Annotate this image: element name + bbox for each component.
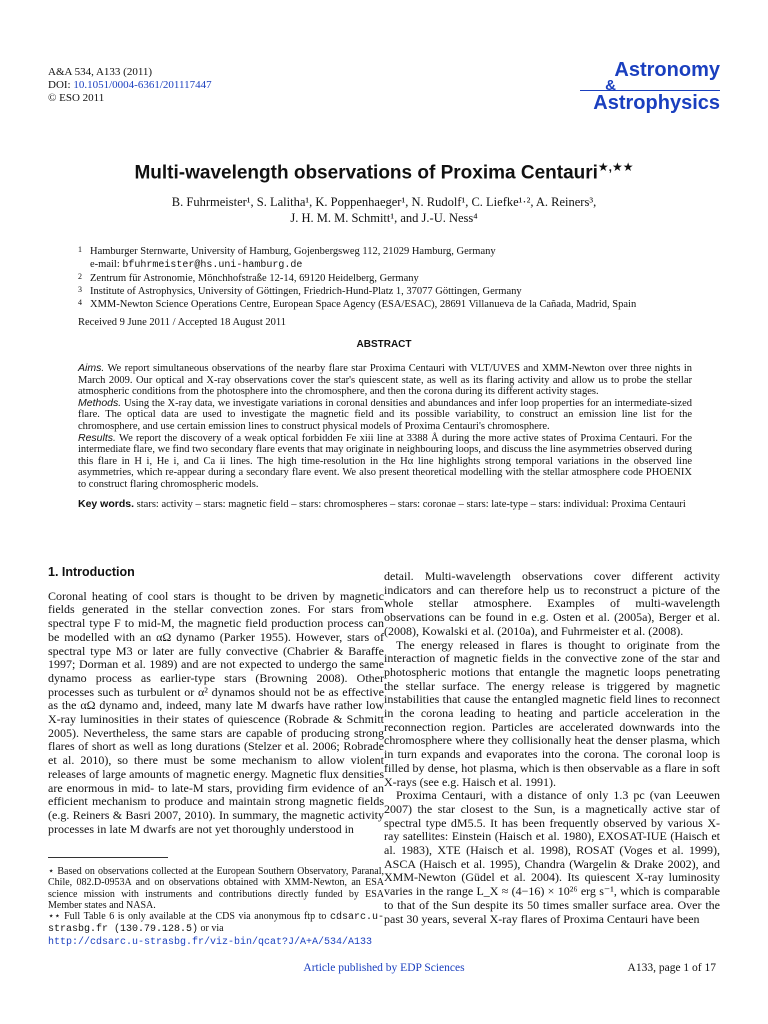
right-column	[384, 570, 720, 926]
journal-logo-rule	[580, 90, 720, 91]
affiliation-3: 3 Institute of Astrophysics, University of Göttingen, Friedrich-Hund-Platz 1, 37077 Göttingen, Germany	[78, 285, 522, 297]
affiliations	[78, 245, 698, 311]
received-dates: Received 9 June 2011 / Accepted 18 August 2011	[78, 317, 287, 328]
affiliation-4: 4 XMM-Newton Science Operations Centre, European Space Agency (ESA/ESAC), 28691 Villanueva de la Cañada, Madrid, Spain	[78, 298, 637, 310]
intro-paragraph-3: The energy released in flares is thought to originate from the interaction of magnetic fields in the convective zone of the star and photospheric motions that entangle the magnetic loops penetrating the stellar surface. The energy release is triggered by magnetic instabilities that cause the entangled magnetic field lines to reconnect in the corona leading to heating and particle acceleration in the reconnection region. Particles are accelerated downwards into the chromosphere where they collisionally heat the denser plasma, which in turn expands and evaporates into the corona. The coronal loop is filled by dense, hot plasma, which is then observable as a flare in soft X-rays (see e.g. Haisch et al. 1991).	[384, 637, 720, 789]
footnote-2: ⋆⋆ Full Table 6 is only available at the CDS via anonymous ftp to cdsarc.u-strasbg.fr (130.79.128.5) or via http://cdsarc.u-strasbg.fr/viz-bin/qcat?J/A+A/534/A133	[48, 911, 384, 948]
journal-logo	[580, 60, 720, 113]
abstract-results: Results. We report the discovery of a weak optical forbidden Fe xiii line at 3388 Å during the more active states of Proxima Centauri. For the intermediate flare, we find two secondary flare events that may originate in neighbouring loops, and discuss the line asymmetries observed during this flare in H i, He i, and Ca ii lines. The high time-resolution in the Hα line highlights strong temporal variations in the observed line asymmetries, which re-appear during a secondary flare event. We also present theoretical modelling with the stellar atmosphere code PHOENIX to construct flaring chromospheric models.	[78, 431, 692, 490]
abstract-aims: Aims. We report simultaneous observations of the nearby flare star Proxima Centauri with VLT/UVES and XMM-Newton over three nights in March 2009. Our optical and X-ray observations cover the star's quiescent state, as well as its flaring activity and allow us to probe the stellar atmospheric conditions from the photosphere into the chromosphere, and then the corona during its different activity stages.	[78, 362, 692, 398]
author-list	[100, 194, 668, 226]
journal-reference: A&A 534, A133 (2011)	[48, 66, 153, 78]
author-line-1: B. Fuhrmeister¹, S. Lalitha¹, K. Poppenhaeger¹, N. Rudolf¹, C. Liefke¹·², A. Reiners³,	[171, 195, 597, 209]
journal-header	[48, 66, 212, 105]
intro-paragraph-2: detail. Multi-wavelength observations cover different activity indicators and can therefore help us to reconstruct a picture of the whole stellar atmosphere. Examples of multi-wavelength observations can be found in e.g. Osten et al. (2005a), Berger et al. (2008), Kowalski et al. (2010a), and Fuhrmeister et al. (2008).	[384, 569, 720, 638]
intro-paragraph-1: Coronal heating of cool stars is thought to be driven by magnetic fields generated in the stellar convection zones. For stars from spectral type F to mid-M, the magnetic field production process can be modelled with an αΩ dynamo (Parker 1955). However, stars of spectral type M3 or later are fully convective (Chabrier & Baraffe 1997; Dorman et al. 1989) and are not expected to undergo the same dynamo process as earlier-type stars (Browning 2008). Other processes such as turbulent or α² dynamos should not be as effective as the αΩ dynamo and, indeed, many late M dwarfs have rather low X-ray luminosities in their states of quiescence (Robrade & Schmitt 2005). Nevertheless, the same stars are capable of producing strong flares of short as well as long durations (Stelzer et al. 2006; Robrade et al. 2010), so there must be some mechanism to allow violent releases of large amounts of magnetic energy. Magnetic flux densities are enormous in mid- to late-M stars, providing firm evidence of an efficient mechanism to produce and maintain strong magnetic fields (e.g. Reiners & Basri 2007, 2010). In summary, the magnetic activity processes in late M dwarfs are not yet thoroughly understood in	[48, 588, 384, 836]
cds-link[interactable]: http://cdsarc.u-strasbg.fr/viz-bin/qcat?J/A+A/534/A133	[48, 936, 373, 948]
footnotes	[48, 866, 384, 948]
journal-logo-line1: Astronomy	[614, 59, 720, 81]
left-column	[48, 566, 384, 836]
abstract-heading: ABSTRACT	[356, 339, 412, 350]
keywords: Key words. stars: activity – stars: magnetic field – stars: chromospheres – stars: coronae – stars: late-type – stars: individual: Proxima Centauri	[78, 497, 686, 510]
intro-paragraph-4: Proxima Centauri, with a distance of only 1.3 pc (van Leeuwen 2007) the star closest to the Sun, is a magnetically active star of spectral type dM5.5. It has been frequently observed by various X-ray satellites: Einstein (Haisch et al. 1980), EXOSAT-IUE (Haisch et al. 1983), XTE (Haisch et al. 1998), ROSAT (Voges et al. 1999), ASCA (Haisch et al. 1995), Chandra (Wargelin & Drake 2002), and XMM-Newton (Güdel et al. 2004). Its quiescent X-ray luminosity varies in the range L_X ≈ (4−16) × 10²⁶ erg s⁻¹, which is comparable to that of the Sun despite its 50 times smaller surface area. Over the past 30 years, several X-ray flares of Proxima Centauri have been	[384, 788, 720, 926]
abstract-methods: Methods. Using the X-ray data, we investigate variations in coronal densities and abundances and infer loop properties for an intermediate-sized flare. The optical data are used to investigate the magnetic field and its possible variability, to construct an emission line list for the chromosphere, and use certain emission lines to construct physical models of Proxima Centauri's chromosphere.	[78, 396, 692, 432]
doi-link[interactable]: 10.1051/0004-6361/201117447	[73, 79, 212, 91]
paper-title: Multi-wavelength observations of Proxima Centauri★,★★	[134, 160, 634, 184]
affiliation-2: 2 Zentrum für Astronomie, Mönchhofstraße 12-14, 69120 Heidelberg, Germany	[78, 272, 419, 284]
copyright: © ESO 2011	[48, 92, 105, 104]
footnote-1: ⋆ Based on observations collected at the European Southern Observatory, Paranal, Chile, 082.D-0953A and on observations obtained with XMM-Newton, an ESA science mission with instruments and contributions directly funded by ESA Member states and NASA.	[48, 866, 384, 911]
affiliation-email: e-mail: bfuhrmeister@hs.uni-hamburg.de	[90, 259, 303, 271]
section-heading-introduction: 1. Introduction	[48, 565, 135, 579]
page-number: A133, page 1 of 17	[627, 962, 716, 974]
footnote-divider	[48, 857, 168, 858]
publisher-link[interactable]: Article published by EDP Sciences	[303, 962, 465, 974]
email-link[interactable]: bfuhrmeister@hs.uni-hamburg.de	[122, 260, 303, 271]
affiliation-1: 1 Hamburger Sternwarte, University of Hamburg, Gojenbergsweg 112, 21029 Hamburg, Germany	[78, 245, 496, 257]
journal-logo-line2: Astrophysics	[593, 92, 720, 114]
doi-line: DOI: 10.1051/0004-6361/201117447	[48, 79, 212, 91]
abstract	[78, 363, 692, 510]
title-footnote-marks[interactable]: ★,★★	[597, 160, 634, 174]
journal-logo-amp: &	[605, 77, 616, 94]
author-line-2: J. H. M. M. Schmitt¹, and J.-U. Ness⁴	[290, 211, 478, 225]
